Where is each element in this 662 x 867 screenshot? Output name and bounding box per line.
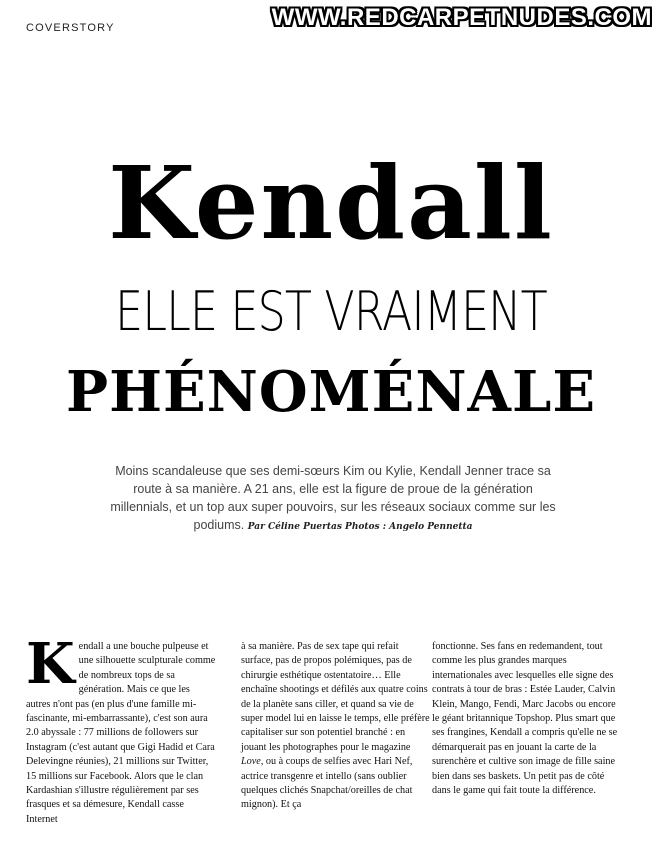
column-3-text: fonctionne. Ses fans en redemandent, tout comme les plus grandes marques internationales avec lesquelles elle signe des contrats à tour de bras : Estée Lauder, Calvin Klein, Mango, Fendi, Marc Jacobs ou encore le géant britannique Topshop. Plus smart que ses frangines, Kendall a compris qu'elle ne se démarquerait pas en jouant la carte de la surenchère et cultive son image de fille saine bien dans ses baskets. Un petit pas de côté dans le game qui fait toute la différence. — [432, 641, 618, 797]
article-column-3 — [432, 640, 622, 798]
article-column-2 — [241, 640, 431, 813]
headline-subtitle: ELLE EST VRAIMENT — [115, 280, 547, 343]
standfirst — [110, 462, 556, 536]
standfirst-text: Moins scandaleuse que ses demi-sœurs Kim ou Kylie, Kendall Jenner trace sa route à sa manière. A 21 ans, elle est la figure de proue de la génération millennials, et un top aux super pouvoirs, sur les réseaux sociaux comme sur les podiums. — [110, 464, 556, 532]
column-2-text-b: , ou à coups de selfies avec Hari Nef, actrice transgenre et intello (sans oublier quelques clichés Snapchat/oreilles de chat mignon). Et ça — [241, 756, 413, 811]
drop-cap: K — [26, 631, 75, 697]
magazine-title: Love — [241, 756, 261, 768]
column-1-text: endall a une bouche pulpeuse et une silhouette sculpturale comme de nombreux tops de sa génération. Mais ce que les autres n'ont pas (en plus d'une famille mi-fascinante, mi-embarrassante), c'est son aura 2.0 abyssale : 77 millions de followers sur Instagram (c'est autant que Gigi Hadid et Cara Delevingne réunies), 21 millions sur Twitter, 15 millions sur Facebook. Alors que le clan Kardashian s'illustre régulièrement par ses frasques et sa démesure, Kendall casse Internet — [26, 641, 216, 825]
column-2-text-a: à sa manière. Pas de sex tape qui refait surface, pas de propos polémiques, pas de chirurgie esthétique ostentatoire… Elle enchaîne shootings et défilés aux quatre coins de la planète sans ciller, et quand sa vie de super model lui en laisse le temps, elle préfère capitaliser sur son potentiel branché : en jouant les photographes pour le magazine — [241, 641, 430, 753]
byline-credits: Par Céline Puertas Photos : Angelo Pennetta — [247, 522, 473, 532]
site-watermark: WWW.REDCARPETNUDES.COM — [271, 4, 652, 31]
headline-name: Kendall — [108, 144, 554, 262]
headline-main: PHÉNOMÉNALE — [65, 359, 597, 425]
article-column-1 — [26, 631, 216, 827]
section-label: COVERSTORY — [26, 22, 115, 34]
